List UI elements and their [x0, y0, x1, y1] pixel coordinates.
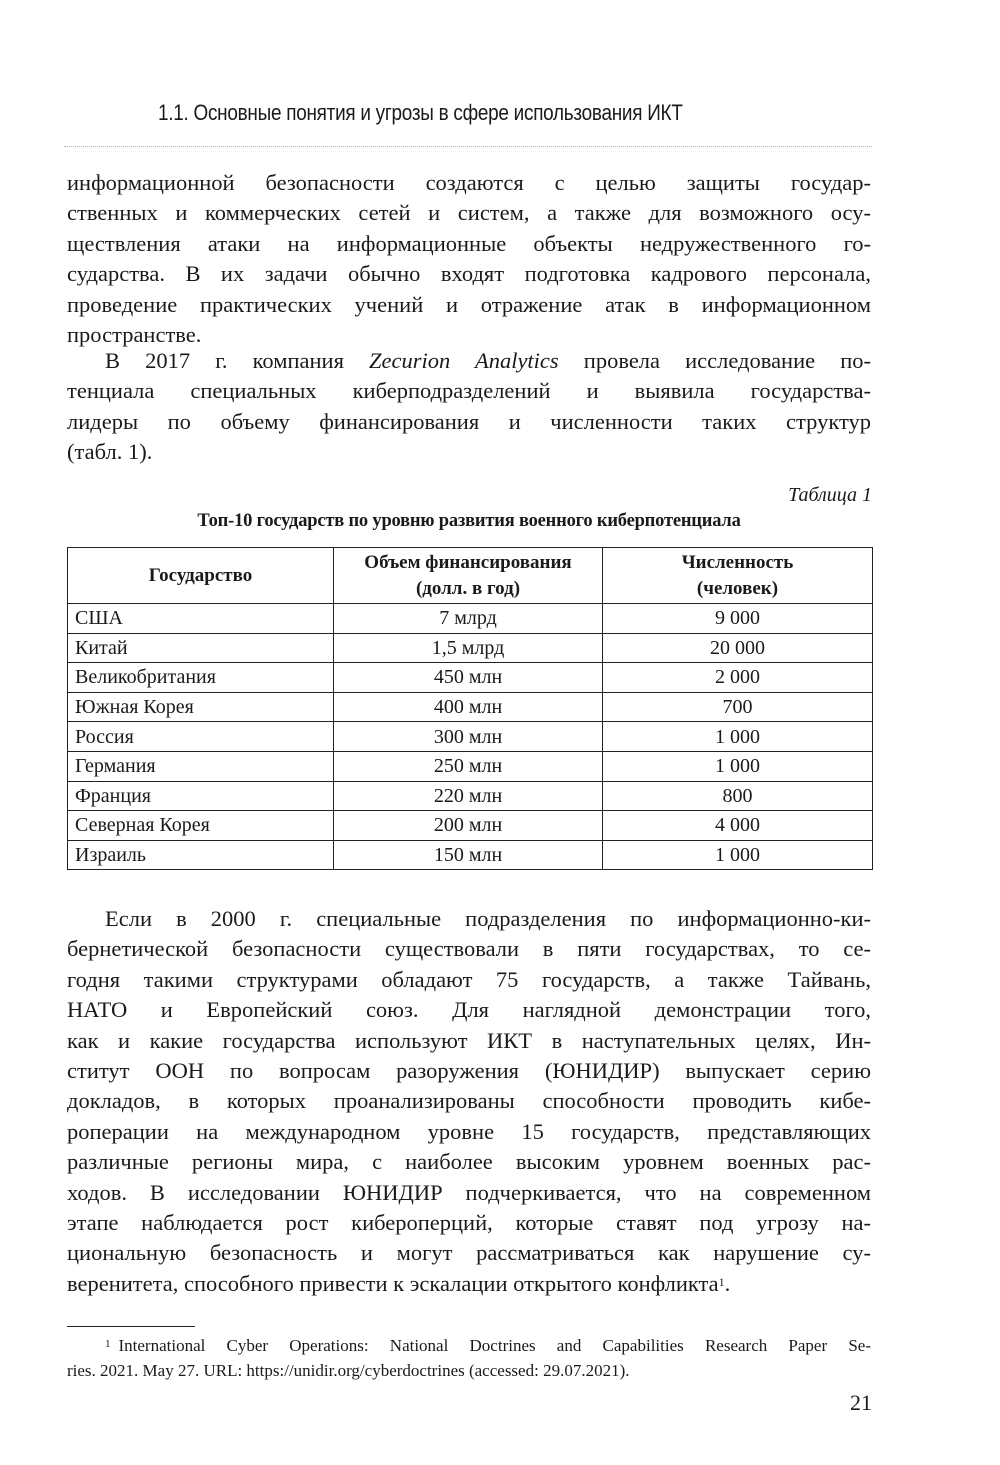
cell-country: Россия — [68, 722, 334, 752]
text-line: годня такими структурами обладают 75 государств, а также Тайвань, — [67, 966, 871, 992]
text-run: . — [724, 1270, 731, 1296]
cell-funding: 450 млн — [334, 663, 603, 693]
text-line: бернетической безопасности существовали в пяти государствах, то се- — [67, 936, 871, 962]
text-line: ственных и коммерческих сетей и систем, а также для возможного осу- — [67, 200, 871, 226]
header-staff — [603, 548, 873, 604]
text-run: провела исследование по- — [558, 348, 871, 373]
cell-funding: 7 млрд — [334, 604, 603, 634]
cell-funding: 1,5 млрд — [334, 633, 603, 663]
cell-staff: 700 — [603, 692, 873, 722]
table-row — [68, 811, 873, 841]
table-row — [68, 840, 873, 870]
cell-funding: 150 млн — [334, 840, 603, 870]
cell-country: Франция — [68, 781, 334, 811]
text-line: этапе наблюдается рост кибероперций, которые ставят под угрозу на- — [67, 1209, 871, 1235]
cell-staff: 9 000 — [603, 604, 873, 634]
cell-staff: 2 000 — [603, 663, 873, 693]
text-line: различные регионы мира, с наиболее высоким уровнем военных рас- — [67, 1149, 871, 1175]
text-line: НАТО и Европейский союз. Для наглядной демонстрации того, — [67, 997, 871, 1023]
footnote — [67, 1333, 871, 1383]
cell-funding: 400 млн — [334, 692, 603, 722]
text-line: проведение практических учений и отражение атак в информационном — [67, 291, 871, 317]
text-line: роперации на международном уровне 15 государств, представляющих — [67, 1118, 871, 1144]
cell-staff: 1 000 — [603, 722, 873, 752]
footnote-text: International Cyber Operations: National Doctrines and Capabilities Research Paper Se- — [118, 1336, 871, 1355]
page-number: 21 — [850, 1390, 872, 1415]
text-line: как и какие государства используют ИКТ в наступательных целях, Ин- — [67, 1027, 871, 1053]
header-funding — [334, 548, 603, 604]
table-row — [68, 692, 873, 722]
table-row — [68, 604, 873, 634]
text-line: Если в 2000 г. специальные подразделения по информационно-ки- — [105, 906, 871, 931]
footnote-divider — [67, 1326, 195, 1327]
footnote-marker: 1 — [105, 1338, 111, 1350]
cell-country: Китай — [68, 633, 334, 663]
cell-staff: 1 000 — [603, 751, 873, 781]
paragraph-3 — [67, 904, 871, 1299]
table-header-row — [68, 548, 873, 604]
text-line: пространстве. — [67, 321, 202, 347]
cell-funding: 300 млн — [334, 722, 603, 752]
text-line — [67, 1269, 871, 1299]
footnote-line — [67, 1333, 871, 1358]
cell-funding: 250 млн — [334, 751, 603, 781]
header-staff-line1: Численность — [681, 551, 794, 573]
text-line: тенциала специальных киберподразделений и выявила государства- — [67, 378, 871, 404]
cell-country: Южная Корея — [68, 692, 334, 722]
text-line: ститут ООН по вопросам разоружения (ЮНИДИР) выпускает серию — [67, 1057, 871, 1083]
table-row — [68, 633, 873, 663]
text-line: ходов. В исследовании ЮНИДИР подчеркивается, что на современном — [67, 1179, 871, 1205]
text-line: информационной безопасности создаются с целью защиты государ- — [67, 170, 871, 195]
cell-funding: 220 млн — [334, 781, 603, 811]
cell-country: Северная Корея — [68, 811, 334, 841]
header-funding-line1: Объем финансирования — [364, 551, 572, 573]
company-name: Zecurion Analytics — [369, 348, 559, 373]
text-line: циональную безопасность и могут рассматриваться как нарушение су- — [67, 1240, 871, 1266]
table-label: Таблица 1 — [788, 484, 872, 506]
text-run: веренитета, способного привести к эскалации открытого конфликта — [67, 1270, 719, 1296]
table-row — [68, 663, 873, 693]
cell-funding: 200 млн — [334, 811, 603, 841]
footnote-reference[interactable]: 1 — [718, 1274, 725, 1289]
cell-staff: 1 000 — [603, 840, 873, 870]
cell-country: Великобритания — [68, 663, 334, 693]
cell-staff: 20 000 — [603, 633, 873, 663]
text-line: лидеры по объему финансирования и численности таких структур — [67, 408, 871, 434]
text-line: (табл. 1). — [67, 439, 153, 465]
cell-country: Израиль — [68, 840, 334, 870]
header-divider — [64, 146, 872, 147]
running-head: 1.1. Основные понятия и угрозы в сфере использования ИКТ — [158, 100, 683, 125]
paragraph-2 — [67, 346, 871, 468]
text-line: ществления атаки на информационные объекты недружественного го- — [67, 230, 871, 256]
text-line: докладов, в которых проанализированы способности проводить кибе- — [67, 1088, 871, 1114]
cell-staff: 4 000 — [603, 811, 873, 841]
table-title: Топ-10 государств по уровню развития военного киберпотенциала — [197, 511, 741, 531]
footnote-line: ries. 2021. May 27. URL: https://unidir.org/cyberdoctrines (accessed: 29.07.2021). — [67, 1361, 630, 1380]
cell-staff: 800 — [603, 781, 873, 811]
text-line: сударства. В их задачи обычно входят подготовка кадрового персонала, — [67, 261, 871, 287]
table-row — [68, 751, 873, 781]
header-country: Государство — [68, 548, 334, 604]
paragraph-1 — [67, 168, 871, 350]
cell-country: США — [68, 604, 334, 634]
header-staff-line2: (человек) — [696, 577, 779, 599]
table-row — [68, 781, 873, 811]
table-row — [68, 722, 873, 752]
cyber-potential-table — [67, 547, 873, 870]
cell-country: Германия — [68, 751, 334, 781]
header-funding-line2: (долл. в год) — [415, 577, 521, 599]
text-line — [67, 346, 871, 376]
text-run: В 2017 г. компания — [105, 348, 370, 373]
